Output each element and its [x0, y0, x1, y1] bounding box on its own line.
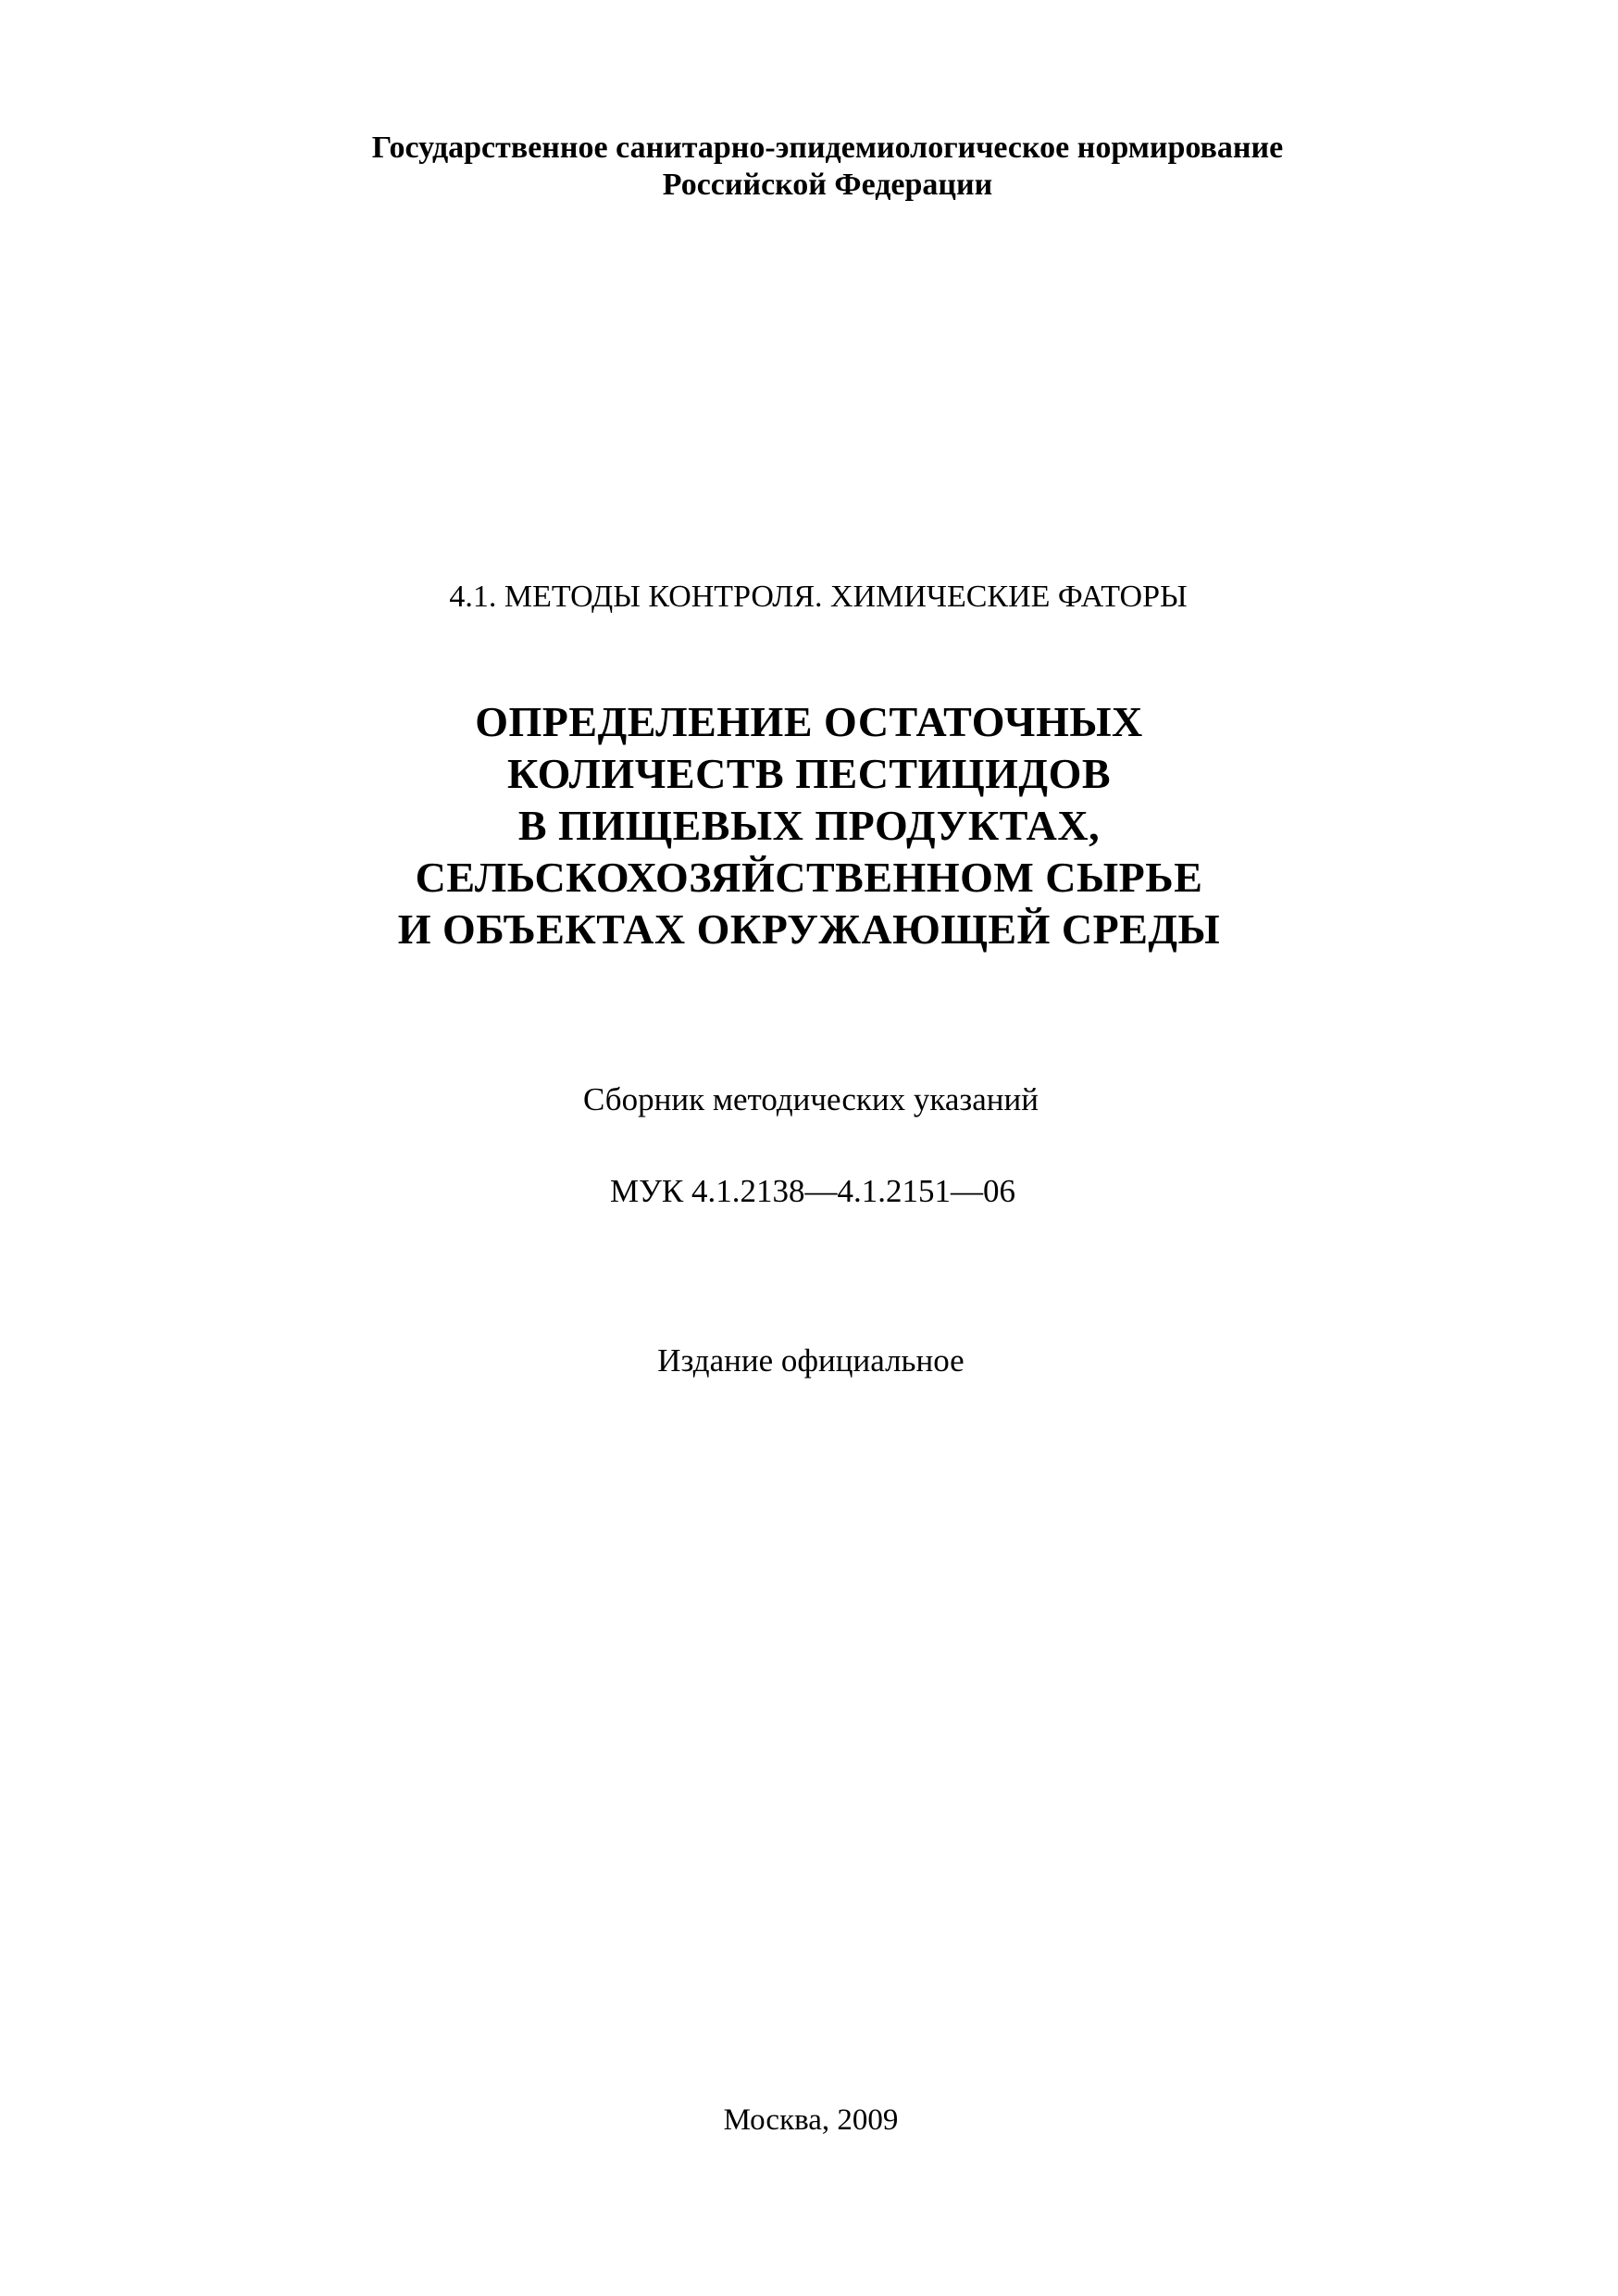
collection-subtitle: Сборник методических указаний	[583, 1081, 1039, 1117]
document-code: МУК 4.1.2138—4.1.2151—06	[610, 1173, 1015, 1209]
document-title	[0, 696, 1618, 955]
issuing-authority-line-2: Российской Федерации	[662, 168, 993, 202]
imprint-place-year: Москва, 2009	[723, 2103, 899, 2137]
issuing-authority-line-1: Государственное санитарно-эпидемиологическое нормирование	[371, 131, 1284, 165]
edition-note: Издание официальное	[657, 1342, 965, 1379]
section-heading: 4.1. МЕТОДЫ КОНТРОЛЯ. ХИМИЧЕСКИЕ ФАТОРЫ	[449, 580, 1188, 614]
document-title-line-4: СЕЛЬСКОХОЗЯЙСТВЕННОМ СЫРЬЕ	[415, 854, 1203, 901]
issuing-authority	[19, 130, 1618, 204]
document-title-line-1: ОПРЕДЕЛЕНИЕ ОСТАТОЧНЫХ	[475, 698, 1143, 745]
document-title-line-2: КОЛИЧЕСТВ ПЕСТИЦИДОВ	[506, 750, 1112, 797]
document-title-line-3: В ПИЩЕВЫХ ПРОДУКТАХ,	[517, 802, 1101, 849]
document-title-line-5: И ОБЪЕКТАХ ОКРУЖАЮЩЕЙ СРЕДЫ	[397, 905, 1221, 953]
